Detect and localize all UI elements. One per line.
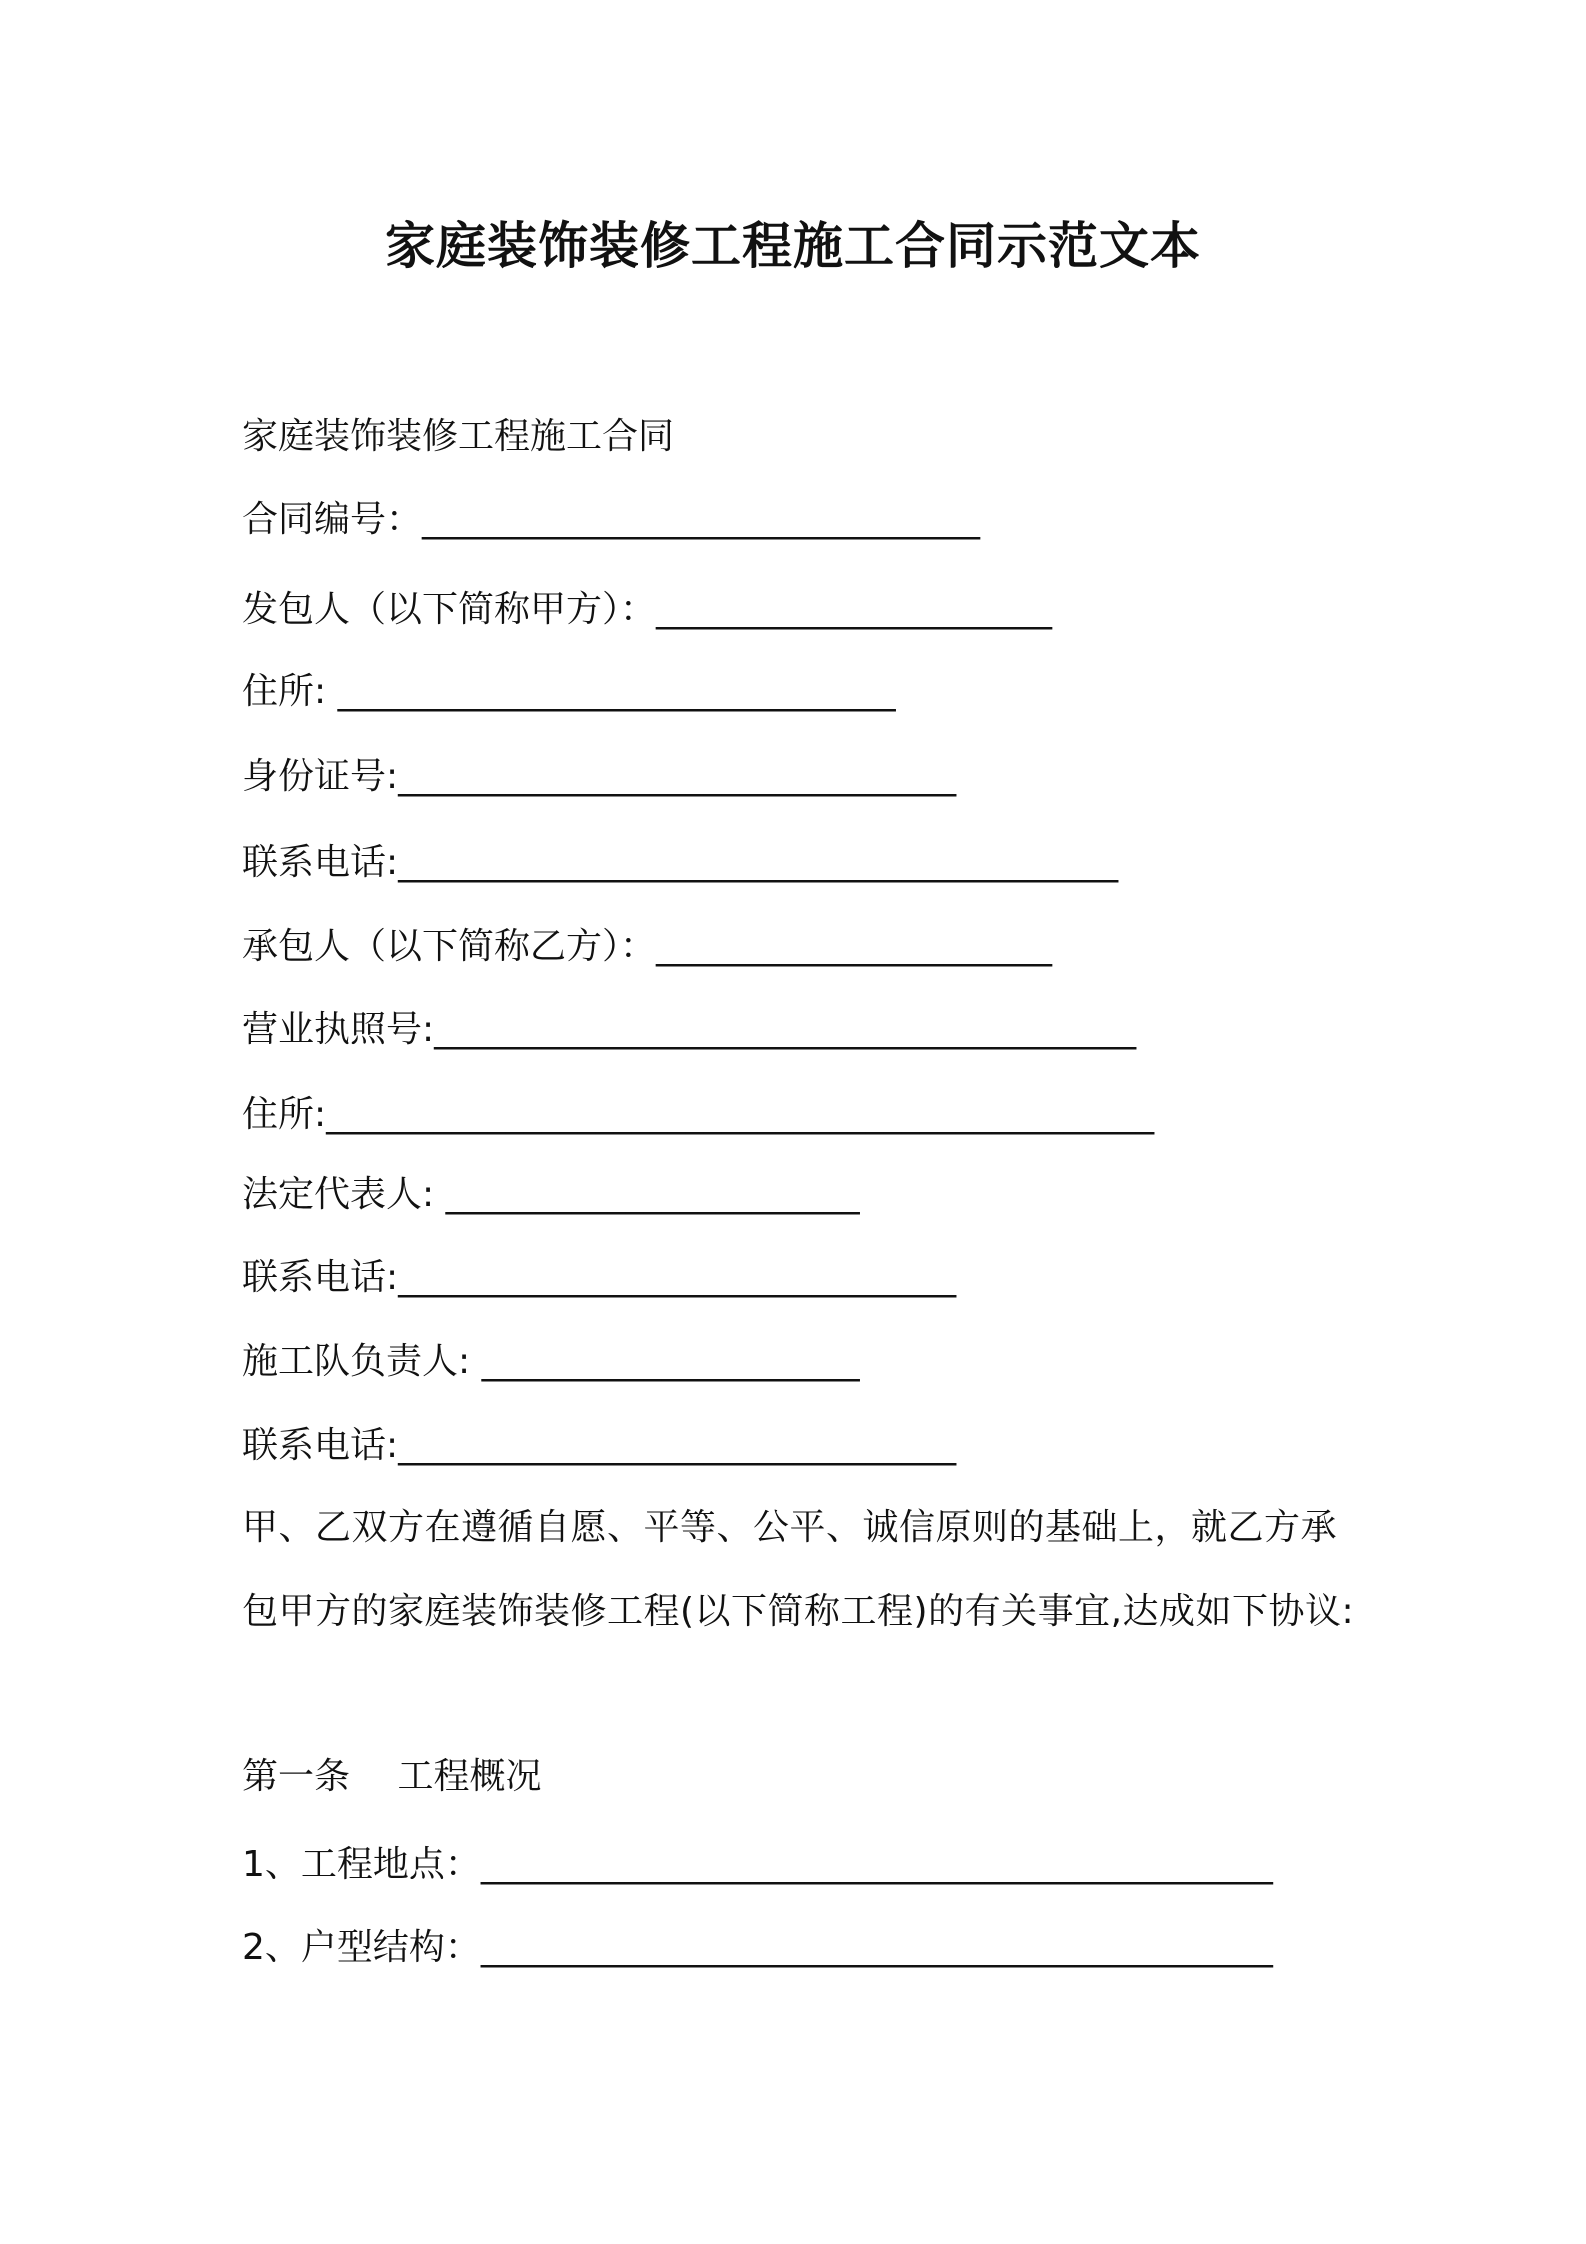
party-a-phone-field: 联系电话:________________________________________	[242, 842, 1119, 883]
party-a-address-field: 住所: _______________________________	[242, 671, 896, 712]
contract-number-field: 合同编号：_______________________________	[242, 499, 981, 540]
agreement-paragraph: 甲、乙双方在遵循自愿、平等、公平、诚信原则的基础上，就乙方承包甲方的家庭装饰装修工程(以下简称工程)的有关事宜,达成如下协议:	[242, 1507, 1355, 1632]
party-b-field: 承包人（以下简称乙方）：______________________	[242, 926, 1053, 967]
business-license-field: 营业执照号:_______________________________________	[242, 1009, 1137, 1050]
contract-subtitle: 家庭装饰装修工程施工合同	[242, 416, 675, 457]
party-b-address-field: 住所:______________________________________________	[242, 1094, 1155, 1135]
document-title: 家庭装饰装修工程施工合同示范文本	[385, 217, 1201, 275]
legal-representative-field: 法定代表人: _______________________	[242, 1174, 860, 1215]
house-structure-field: 2、户型结构：____________________________________________	[242, 1927, 1273, 1968]
project-location-field: 1、工程地点：____________________________________________	[242, 1844, 1273, 1885]
party-b-phone-field: 联系电话:_______________________________	[242, 1257, 957, 1298]
crew-leader-field: 施工队负责人: _____________________	[242, 1341, 860, 1382]
article-1-heading: 第一条 工程概况	[242, 1756, 542, 1797]
crew-leader-phone-field: 联系电话:_______________________________	[242, 1425, 957, 1466]
party-a-id-field: 身份证号:_______________________________	[242, 756, 957, 797]
party-a-field: 发包人（以下简称甲方）：______________________	[242, 589, 1053, 630]
